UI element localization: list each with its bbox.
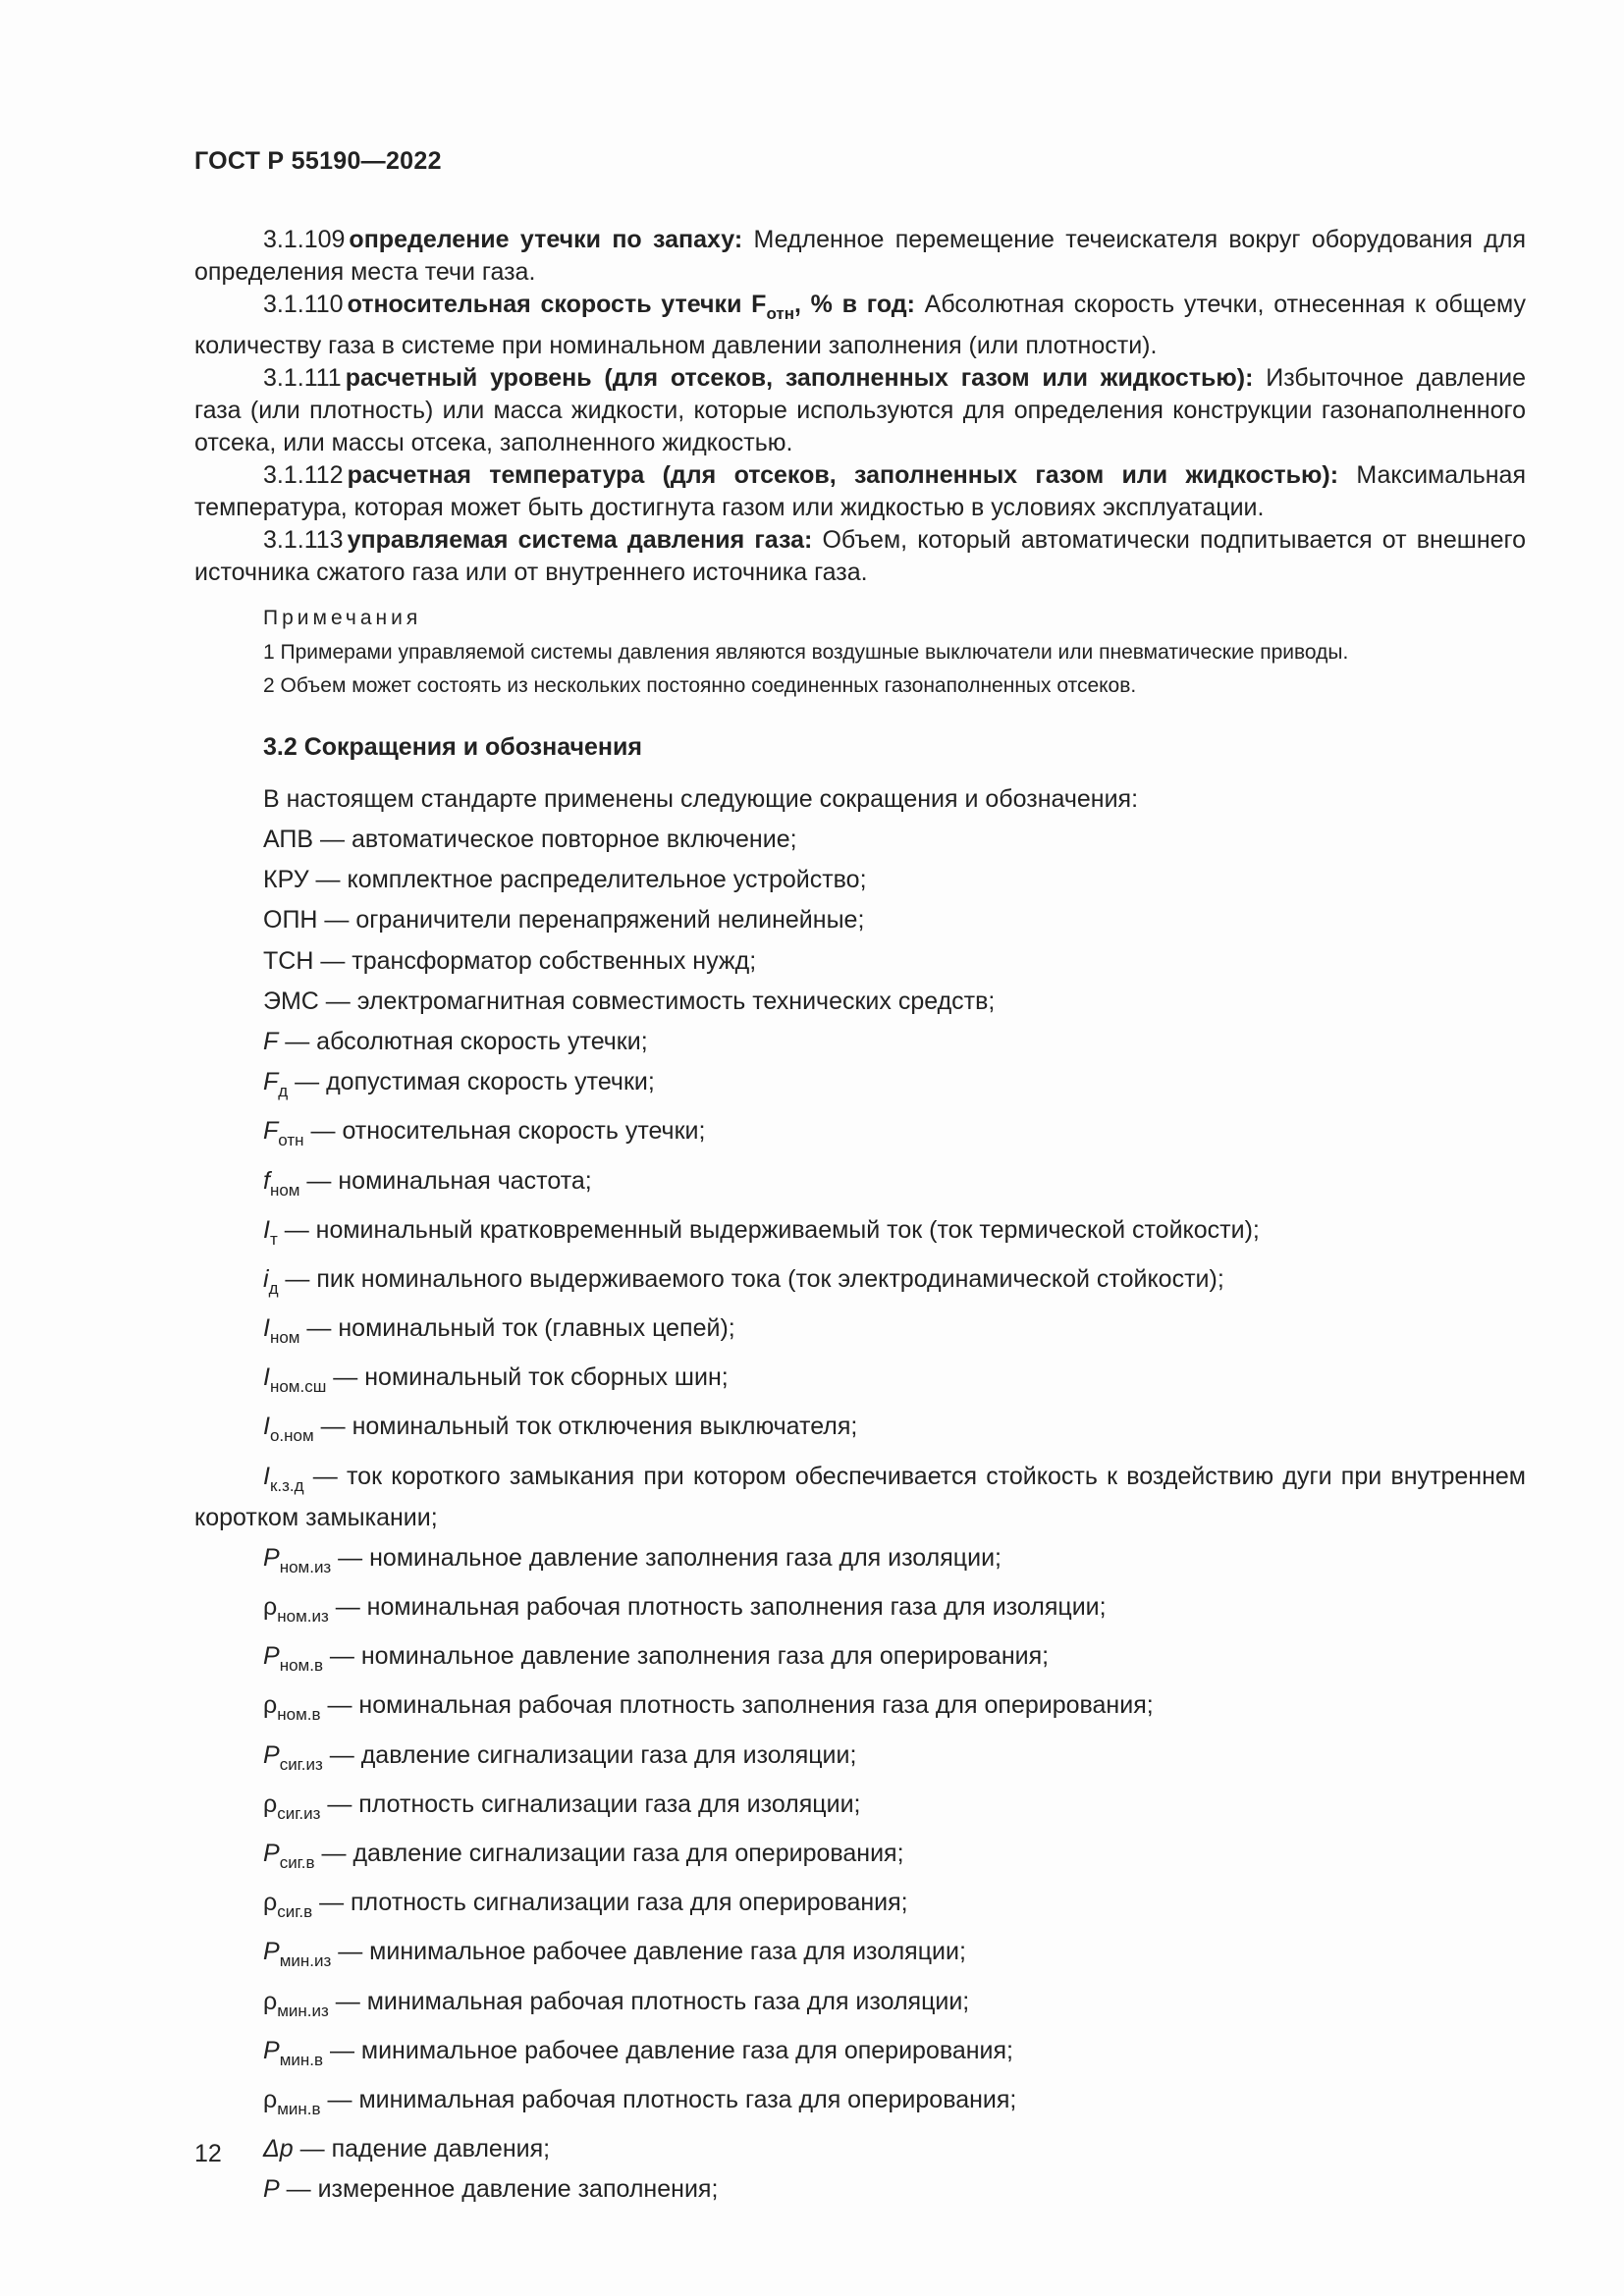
abbreviation-subscript: т [269, 1229, 278, 1249]
abbreviation-item [194, 1936, 1526, 1977]
abbreviation-symbol: F [263, 1068, 279, 1096]
abbreviation-subscript: ном.из [277, 1607, 329, 1626]
definition-text: Абсолютная скорость утечки, отнесенная к общему количеству газа в системе при номинальном давлении заполнения (или плотности). [194, 291, 1526, 359]
abbreviation-subscript: мин.из [279, 1951, 332, 1971]
abbreviation-text: — номинальное давление заполнения газа для изоляции; [331, 1543, 1001, 1572]
abbreviation-subscript: мин.из [277, 2001, 329, 2020]
abbreviations-list [194, 824, 1526, 2206]
page-number: 12 [194, 2140, 222, 2167]
notes-block [194, 638, 1526, 701]
abbreviation-subscript: ном.в [279, 1656, 323, 1676]
abbreviation-subscript: ном.сш [269, 1377, 327, 1397]
abbreviation-text: — допустимая скорость утечки; [288, 1068, 655, 1096]
abbreviation-item [194, 1887, 1526, 1928]
abbreviation-text: — падение давления; [293, 2135, 551, 2163]
abbreviation-symbol: Δp [263, 2135, 294, 2163]
definition-term-tail: , % в год: [794, 291, 915, 318]
abbreviation-item [194, 904, 1526, 936]
abbreviation-subscript: о.ном [269, 1426, 314, 1446]
abbreviation-text: — минимальное рабочее давление газа для изоляции; [331, 1938, 966, 1966]
abbreviation-item [194, 1461, 1526, 1534]
definition-term-text: расчетный уровень (для отсеков, заполненных газом или жидкостью): [345, 364, 1254, 392]
abbreviation-text: — номинальный ток отключения выключателя; [313, 1413, 858, 1441]
abbreviation-subscript: ном [269, 1180, 300, 1200]
abbreviation-text: — плотность сигнализации газа для оперирования; [312, 1889, 908, 1917]
abbreviation-text: — давление сигнализации газа для изоляции; [322, 1740, 857, 1769]
abbreviation-item [194, 1362, 1526, 1403]
abbreviation-text: — давление сигнализации газа для оперирования; [314, 1839, 904, 1867]
abbreviation-item [194, 2173, 1526, 2206]
definition-number: 3.1.110 [263, 291, 344, 318]
definition-term [347, 291, 915, 323]
abbreviation-symbol: f [263, 1166, 270, 1195]
abbreviation-item [194, 1986, 1526, 2027]
abbreviation-item [194, 1789, 1526, 1830]
abbreviation-subscript: отн [278, 1131, 304, 1150]
abbreviation-text: — номинальная рабочая плотность заполнения газа для изоляции; [328, 1593, 1107, 1621]
abbreviation-item [194, 824, 1526, 856]
definition-paragraph [194, 289, 1526, 362]
abbreviation-text: — минимальное рабочее давление газа для оперирования; [323, 2036, 1014, 2064]
abbreviation-symbol: ЭМС [263, 987, 319, 1015]
abbreviation-text: — минимальная рабочая плотность газа для оперирования; [320, 2085, 1017, 2113]
abbreviation-text: — пик номинального выдерживаемого тока (ток электродинамической стойкости); [278, 1264, 1224, 1293]
definition-term-text: определение утечки по запаху: [349, 226, 743, 253]
abbreviation-symbol: P [263, 1938, 280, 1966]
abbreviation-symbol: ТСН [263, 946, 314, 975]
definition-paragraph [194, 524, 1526, 589]
abbreviation-item [194, 1066, 1526, 1107]
abbreviation-item [194, 986, 1526, 1018]
abbreviation-text: — трансформатор собственных нужд; [313, 946, 757, 975]
abbreviation-subscript: д [268, 1278, 279, 1298]
abbreviation-subscript: ном.в [277, 1705, 321, 1725]
abbreviation-symbol: ρ [263, 1789, 278, 1818]
abbreviation-symbol: ρ [263, 1889, 278, 1917]
definition-number: 3.1.109 [263, 226, 346, 253]
notes-title: Примечания [263, 607, 422, 629]
abbreviation-text: — номинальный ток сборных шин; [326, 1363, 729, 1392]
abbreviation-text: — ток короткого замыкания при котором обеспечивается стойкость к воздействию дуги при внутреннем коротком замыкании; [194, 1462, 1526, 1531]
document-header: ГОСТ Р 55190—2022 [194, 147, 442, 175]
abbreviation-symbol: КРУ [263, 866, 309, 894]
abbreviation-symbol: F [263, 1117, 279, 1146]
abbreviation-item [194, 1115, 1526, 1156]
abbreviation-item [194, 1689, 1526, 1731]
abbreviation-symbol: I [263, 1462, 270, 1490]
abbreviation-subscript: сиг.из [277, 1803, 321, 1823]
abbreviation-symbol: P [263, 1839, 280, 1867]
abbreviation-symbol: i [263, 1264, 269, 1293]
abbreviation-text: — абсолютная скорость утечки; [278, 1027, 648, 1055]
abbreviation-symbol: ρ [263, 2085, 278, 2113]
abbreviation-subscript: ном [269, 1328, 300, 1348]
note-item: 2 Объем может состоять из нескольких постоянно соединенных газонаполненных отсеков. [263, 674, 1137, 697]
abbreviation-text: — минимальная рабочая плотность газа для изоляции; [328, 1987, 970, 2015]
section-intro: В настоящем стандарте применены следующие сокращения и обозначения: [263, 785, 1139, 813]
abbreviation-item [194, 1640, 1526, 1682]
abbreviation-text: — относительная скорость утечки; [303, 1117, 706, 1146]
abbreviation-item [194, 1838, 1526, 1879]
abbreviation-item [194, 1263, 1526, 1305]
abbreviation-item [194, 1026, 1526, 1058]
abbreviation-text: — номинальный кратковременный выдерживаемый ток (ток термической стойкости); [277, 1215, 1260, 1244]
abbreviation-symbol: P [263, 1642, 280, 1671]
abbreviation-item [194, 1739, 1526, 1781]
section-heading: 3.2 Сокращения и обозначения [263, 733, 642, 761]
abbreviation-text: — комплектное распределительное устройство; [308, 866, 867, 894]
abbreviation-text: — плотность сигнализации газа для изоляции; [320, 1789, 861, 1818]
abbreviation-symbol: ρ [263, 1593, 278, 1621]
abbreviation-symbol: P [263, 2036, 280, 2064]
abbreviation-subscript: ном.из [279, 1557, 332, 1576]
abbreviation-text: — измеренное давление заполнения; [279, 2175, 719, 2204]
abbreviation-subscript: сиг.в [279, 1852, 315, 1872]
abbreviation-text: — номинальная рабочая плотность заполнения газа для оперирования; [320, 1691, 1154, 1720]
abbreviation-symbol: P [263, 1740, 280, 1769]
abbreviation-item [194, 2133, 1526, 2165]
abbreviation-symbol: ρ [263, 1987, 278, 2015]
definition-term-text: относительная скорость утечки F [347, 291, 767, 318]
abbreviation-symbol: АПВ [263, 826, 314, 853]
abbreviation-symbol: P [263, 2175, 280, 2204]
abbreviation-item [194, 1542, 1526, 1583]
abbreviation-item [194, 1591, 1526, 1632]
abbreviation-subscript: мин.в [279, 2050, 324, 2069]
abbreviation-symbol: F [263, 1027, 279, 1055]
definition-term [348, 461, 1339, 489]
definition-term [348, 526, 813, 554]
abbreviation-text: — номинальное давление заполнения газа для оперирования; [322, 1642, 1050, 1671]
definition-paragraph [194, 362, 1526, 459]
definition-number: 3.1.112 [263, 461, 344, 489]
abbreviation-item [194, 1411, 1526, 1452]
abbreviation-text: — электромагнитная совместимость технических средств; [318, 987, 996, 1015]
abbreviation-subscript: сиг.из [279, 1754, 323, 1774]
definition-text: Объем, который автоматически подпитывается от внешнего источника сжатого газа или от внутреннего источника газа. [194, 526, 1526, 586]
abbreviation-item [194, 864, 1526, 896]
abbreviation-text: — ограничители перенапряжений нелинейные; [317, 906, 865, 934]
abbreviation-text: — номинальная частота; [299, 1166, 592, 1195]
abbreviation-item [194, 945, 1526, 978]
definition-text: Избыточное давление газа (или плотность) или масса жидкости, которые используются для определения конструкции газонаполненного отсека, или массы отсека, заполненного жидкостью. [194, 364, 1526, 456]
abbreviation-item [194, 2035, 1526, 2076]
abbreviation-symbol: ОПН [263, 906, 318, 934]
definition-term-text: расчетная температура (для отсеков, заполненных газом или жидкостью): [347, 461, 1339, 489]
note-item: 1 Примерами управляемой системы давления являются воздушные выключатели или пневматические приводы. [263, 641, 1349, 664]
abbreviation-symbol: I [263, 1413, 270, 1441]
abbreviation-symbol: I [263, 1314, 270, 1343]
definition-text: Медленное перемещение течеискателя вокруг оборудования для определения места течи газа. [194, 226, 1526, 286]
abbreviation-item [194, 2084, 1526, 2125]
definition-term [349, 226, 742, 253]
abbreviation-symbol: P [263, 1543, 280, 1572]
definition-paragraph [194, 459, 1526, 524]
definition-number: 3.1.111 [263, 364, 342, 392]
abbreviation-item [194, 1312, 1526, 1354]
abbreviation-subscript: к.з.д [269, 1475, 304, 1495]
document-body [194, 224, 1526, 2214]
abbreviation-item [194, 1165, 1526, 1206]
definition-term-text: управляемая система давления газа: [347, 526, 813, 554]
definitions-block [194, 224, 1526, 589]
abbreviation-symbol: I [263, 1363, 270, 1392]
abbreviation-subscript: д [278, 1082, 289, 1101]
abbreviation-symbol: ρ [263, 1691, 278, 1720]
definition-term-subscript: отн [766, 304, 794, 323]
abbreviation-subscript: сиг.в [277, 1902, 313, 1922]
definition-paragraph [194, 224, 1526, 289]
definition-term [346, 364, 1254, 392]
abbreviation-text: — автоматическое повторное включение; [313, 826, 797, 853]
abbreviation-text: — номинальный ток (главных цепей); [299, 1314, 735, 1343]
abbreviation-item [194, 1214, 1526, 1255]
abbreviation-symbol: I [263, 1215, 270, 1244]
abbreviation-subscript: мин.в [277, 2099, 321, 2118]
definition-text: Максимальная температура, которая может быть достигнута газом или жидкостью в условиях эксплуатации. [194, 461, 1526, 521]
definition-number: 3.1.113 [263, 526, 344, 554]
